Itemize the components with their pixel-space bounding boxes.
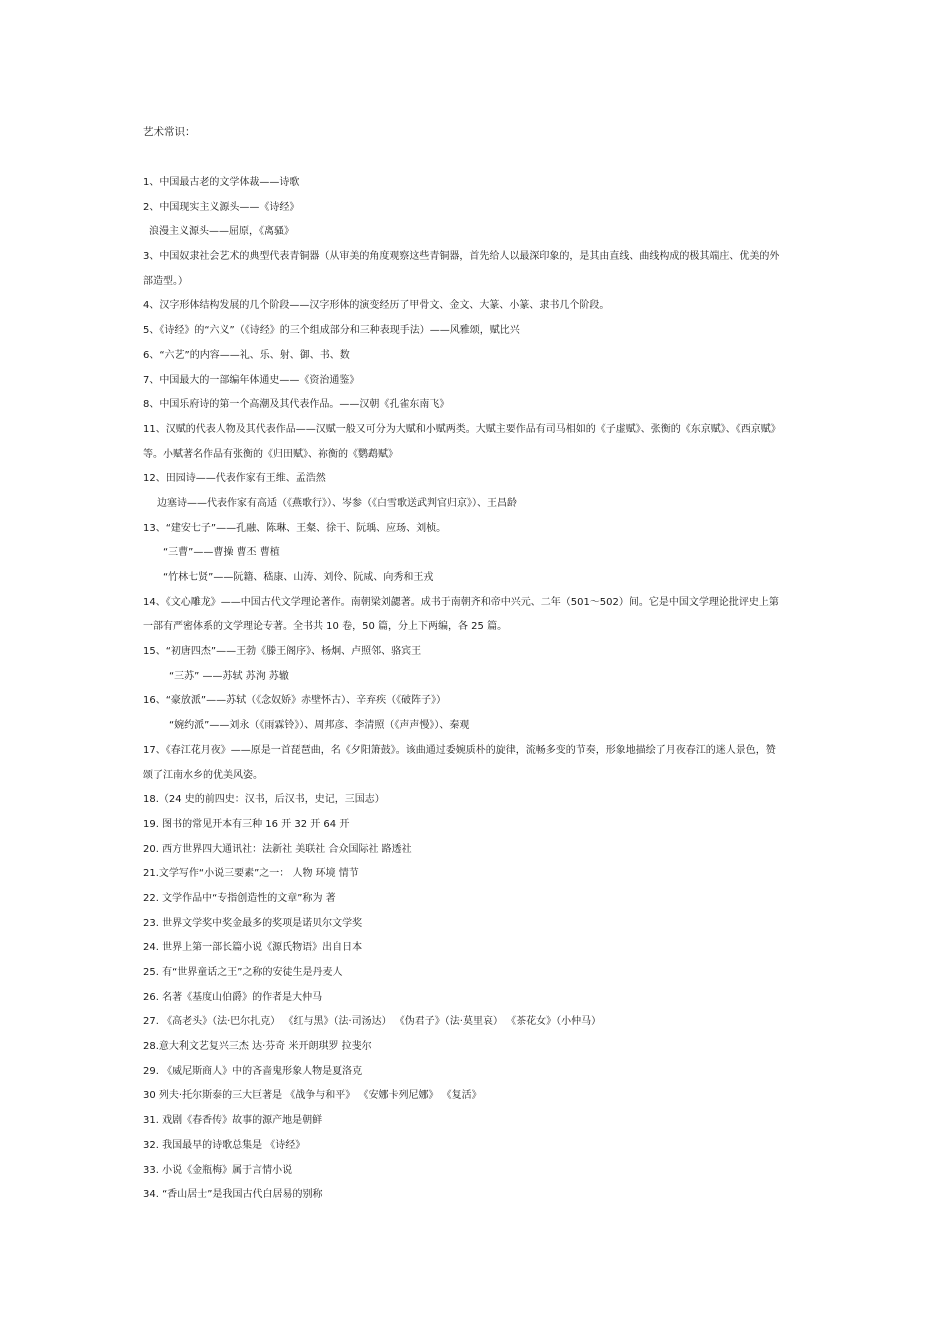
text-line: 34. “香山居士”是我国古代白居易的别称 xyxy=(143,1189,323,1201)
text-line: 8、中国乐府诗的第一个高潮及其代表作品。——汉朝《孔雀东南飞》 xyxy=(143,399,450,411)
text-line: 15、“初唐四杰”——王勃《滕王阁序》、杨炯、卢照邻、骆宾王 xyxy=(143,646,422,658)
text-line: 17、《春江花月夜》——原是一首琵琶曲，名《夕阳箫鼓》。该曲通过委婉质朴的旋律，流畅多变的节奏，形象地描绘了月夜春江的迷人景色，赞 xyxy=(143,744,776,756)
text-line: “婉约派”——刘永（《雨霖铃》）、周邦彦、李清照（《声声慢》）、秦观 xyxy=(169,720,470,732)
text-line: 27. 《高老头》（法·巴尔扎克） 《红与黑》（法·司汤达） 《伪君子》（法·莫里哀） 《茶花女》（小仲马） xyxy=(143,1016,602,1028)
text-line: 边塞诗——代表作家有高适（《燕歌行》）、岑参（《白雪歌送武判官归京》）、王昌龄 xyxy=(157,497,517,509)
text-line: 16、“豪放派”——苏轼（《念奴娇》赤壁怀古）、辛弃疾（《破阵子》） xyxy=(143,695,447,707)
text-line: 26. 名著《基度山伯爵》的作者是大仲马 xyxy=(143,991,323,1003)
text-line: 20. 西方世界四大通讯社：法新社 美联社 合众国际社 路透社 xyxy=(143,843,412,855)
text-line: 25. 有“世界童话之王”之称的安徒生是丹麦人 xyxy=(143,967,343,978)
text-line: 7、中国最大的一部编年体通史——《资治通鉴》 xyxy=(143,374,360,386)
text-line: 1、中国最古老的文学体裁——诗歌 xyxy=(143,177,300,188)
text-line: “三曹”——曹操 曹丕 曹植 xyxy=(163,547,280,559)
text-line: 颂了江南水乡的优美风姿。 xyxy=(143,769,263,781)
text-line: 6、“六艺”的内容——礼、乐、射、御、书、数 xyxy=(143,349,350,361)
text-line: 31. 戏剧《春香传》故事的源产地是朝鲜 xyxy=(143,1115,323,1127)
text-line: 5、《诗经》的“六义”（《诗经》的三个组成部分和三种表现手法）——风雅颂，赋比兴 xyxy=(143,325,520,337)
text-line: 30 列夫·托尔斯泰的三大巨著是 《战争与和平》 《安娜卡列尼娜》 《复活》 xyxy=(143,1090,482,1102)
document-heading: 艺术常识： xyxy=(143,126,196,138)
text-line: 12、田园诗——代表作家有王维、孟浩然 xyxy=(143,473,326,485)
text-line: 等。小赋著名作品有张衡的《归田赋》、祢衡的《鹦鹉赋》 xyxy=(143,448,398,460)
text-line: 28.意大利文艺复兴三杰 达·芬奇 米开朗琪罗 拉斐尔 xyxy=(143,1041,372,1053)
text-line: 一部有严密体系的文学理论专著。全书共 10 卷，50 篇，分上下两编，各 25 篇。 xyxy=(143,621,508,633)
text-line: 18.（24 史的前四史：汉书，后汉书，史记，三国志） xyxy=(143,794,385,806)
text-line: 29. 《威尼斯商人》中的吝啬鬼形象人物是夏洛克 xyxy=(143,1065,363,1077)
text-line: 13、“建安七子”——孔融、陈琳、王粲、徐干、阮瑀、应玚、刘桢。 xyxy=(143,522,447,534)
document-body xyxy=(143,176,811,1213)
text-line: 24. 世界上第一部长篇小说《源氏物语》出自日本 xyxy=(143,942,363,954)
text-line: 浪漫主义源头——屈原，《离骚》 xyxy=(149,226,294,238)
text-line: 3、中国奴隶社会艺术的典型代表青铜器（从审美的角度观察这些青铜器，首先给人以最深印象的，是其由直线、曲线构成的极其端庄、优美的外 xyxy=(143,251,780,263)
text-line: 11、汉赋的代表人物及其代表作品——汉赋一般又可分为大赋和小赋两类。大赋主要作品有司马相如的《子虚赋》、张衡的《东京赋》、《西京赋》 xyxy=(143,423,781,435)
text-line: 33. 小说《金瓶梅》属于言情小说 xyxy=(143,1164,293,1176)
text-line: 19. 图书的常见开本有三种 16 开 32 开 64 开 xyxy=(143,818,350,830)
text-line: 22. 文学作品中“专指创造性的文章”称为 著 xyxy=(143,892,336,904)
text-line: “三苏” ——苏轼 苏洵 苏辙 xyxy=(169,670,289,682)
text-line: 部造型。） xyxy=(143,275,188,287)
text-line: 2、中国现实主义源头——《诗经》 xyxy=(143,201,300,213)
text-line: 4、汉字形体结构发展的几个阶段——汉字形体的演变经历了甲骨文、金文、大篆、小篆、隶书几个阶段。 xyxy=(143,300,610,312)
text-line: 32. 我国最早的诗歌总集是 《诗经》 xyxy=(143,1139,306,1151)
text-line: 14、《文心雕龙》——中国古代文学理论著作。南朝梁刘勰著。成书于南朝齐和帝中兴元、二年（501～502）间。它是中国文学理论批评史上第 xyxy=(143,596,779,608)
text-line: 23. 世界文学奖中奖金最多的奖项是诺贝尔文学奖 xyxy=(143,917,363,929)
text-line: 21.文学写作“小说三要素”之一： 人物 环境 情节 xyxy=(143,868,359,880)
text-line: “竹林七贤”——阮籍、嵇康、山涛、刘伶、阮咸、向秀和王戎 xyxy=(163,572,434,583)
